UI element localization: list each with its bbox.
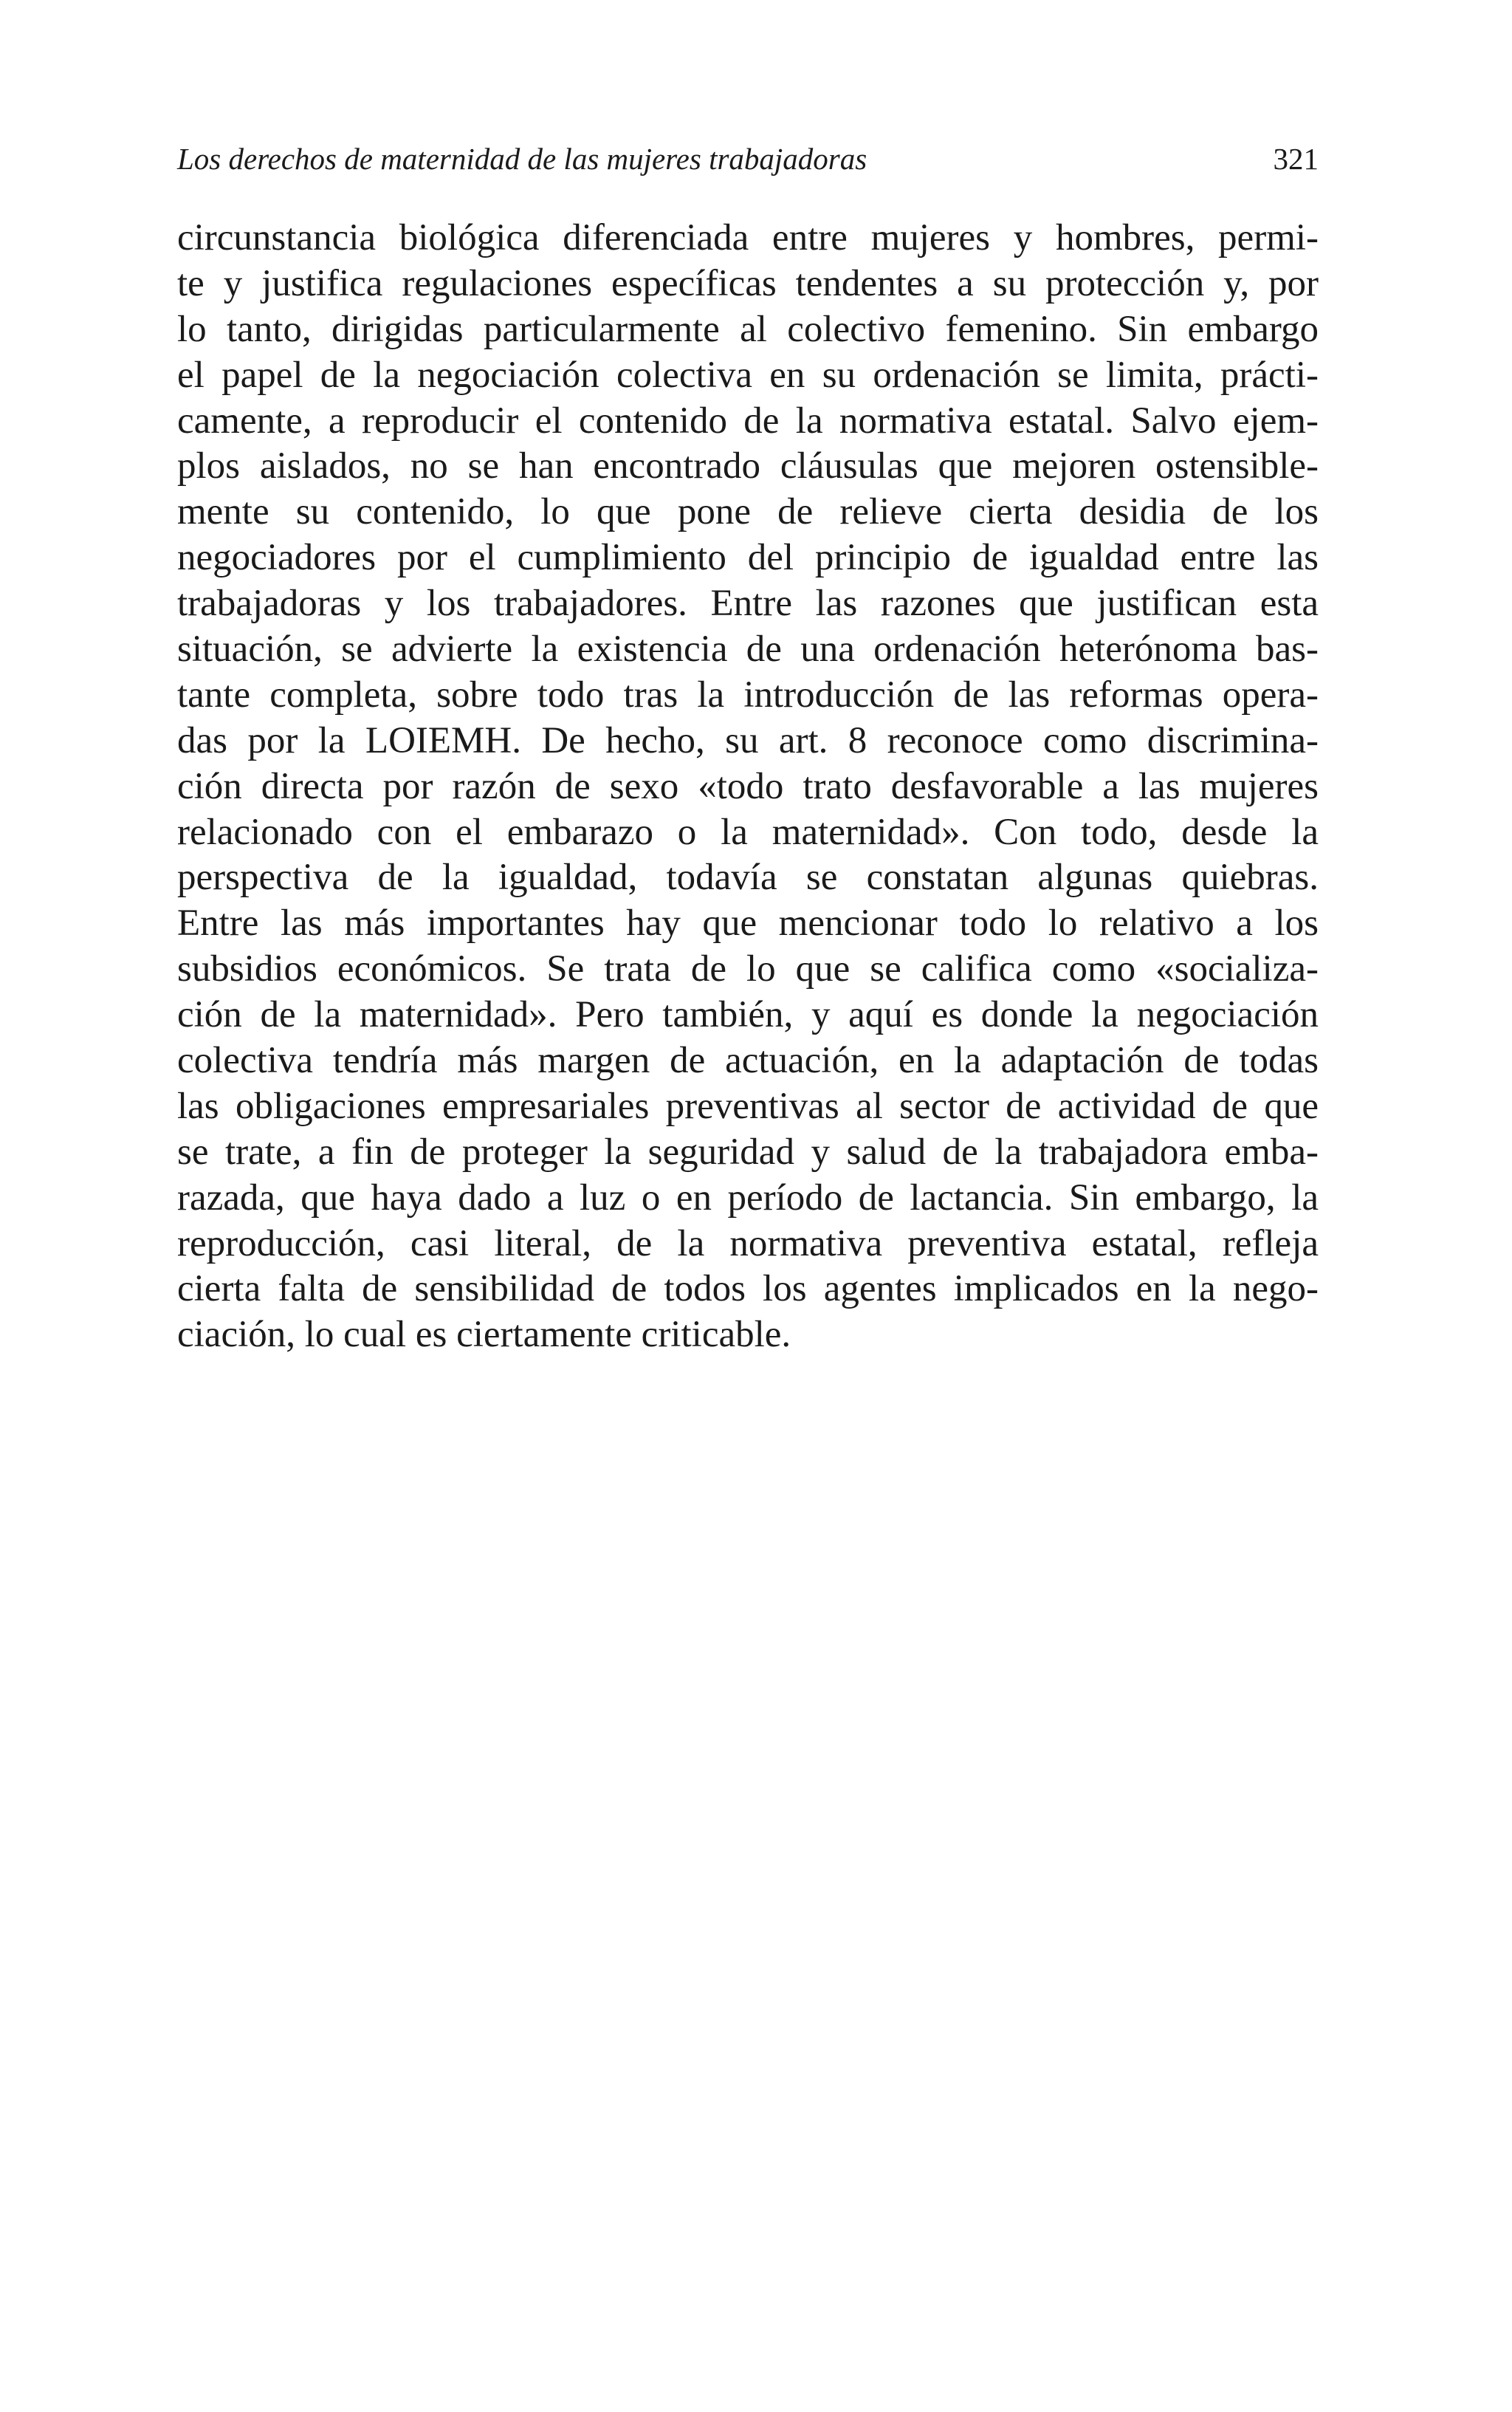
- text-line: situación, se advierte la existencia de una ordenación heterónoma bas-: [177, 628, 1319, 671]
- text-line: ción de la maternidad». Pero también, y aquí es donde la negociación: [177, 994, 1319, 1036]
- running-header: [177, 137, 1319, 181]
- text-line: colectiva tendría más margen de actuación, en la adaptación de todas: [177, 1040, 1319, 1082]
- text-line: camente, a reproducir el contenido de la normativa estatal. Salvo ejem-: [177, 400, 1319, 442]
- text-line: te y justifica regulaciones específicas tendentes a su protección y, por: [177, 262, 1319, 304]
- running-title: Los derechos de maternidad de las mujeres trabajadoras: [177, 142, 867, 176]
- text-line: tante completa, sobre todo tras la introducción de las reformas opera-: [177, 674, 1319, 716]
- text-line: cierta falta de sensibilidad de todos los agentes implicados en la nego-: [177, 1268, 1319, 1310]
- page-number: 321: [1273, 142, 1319, 176]
- text-line: lo tanto, dirigidas particularmente al colectivo femenino. Sin embargo: [177, 308, 1319, 350]
- text-line: plos aislados, no se han encontrado cláusulas que mejoren ostensible-: [177, 445, 1319, 487]
- text-line: ción directa por razón de sexo «todo trato desfavorable a las mujeres: [177, 765, 1319, 807]
- text-line: mente su contenido, lo que pone de relieve cierta desidia de los: [177, 491, 1319, 533]
- text-line: reproducción, casi literal, de la normativa preventiva estatal, refleja: [177, 1222, 1319, 1264]
- text-line: trabajadoras y los trabajadores. Entre las razones que justifican esta: [177, 583, 1319, 625]
- text-line: perspectiva de la igualdad, todavía se constatan algunas quiebras.: [177, 857, 1319, 899]
- text-line: se trate, a fin de proteger la seguridad y salud de la trabajadora emba-: [177, 1131, 1319, 1173]
- text-line: subsidios económicos. Se trata de lo que se califica como «socializa-: [177, 948, 1319, 990]
- text-line: circunstancia biológica diferenciada entre mujeres y hombres, permi-: [177, 217, 1319, 258]
- body-paragraph: [177, 216, 1319, 1358]
- text-line: las obligaciones empresariales preventivas al sector de actividad de que: [177, 1085, 1319, 1127]
- text-line: relacionado con el embarazo o la maternidad». Con todo, desde la: [177, 811, 1319, 853]
- text-line: ciación, lo cual es ciertamente criticable.: [177, 1314, 791, 1356]
- text-line: das por la LOIEMH. De hecho, su art. 8 reconoce como discrimina-: [177, 719, 1319, 761]
- text-line: razada, que haya dado a luz o en período de lactancia. Sin embargo, la: [177, 1176, 1319, 1219]
- text-line: negociadores por el cumplimiento del principio de igualdad entre las: [177, 537, 1319, 579]
- text-line: el papel de la negociación colectiva en su ordenación se limita, prácti-: [177, 354, 1319, 396]
- text-line: Entre las más importantes hay que mencionar todo lo relativo a los: [177, 902, 1319, 945]
